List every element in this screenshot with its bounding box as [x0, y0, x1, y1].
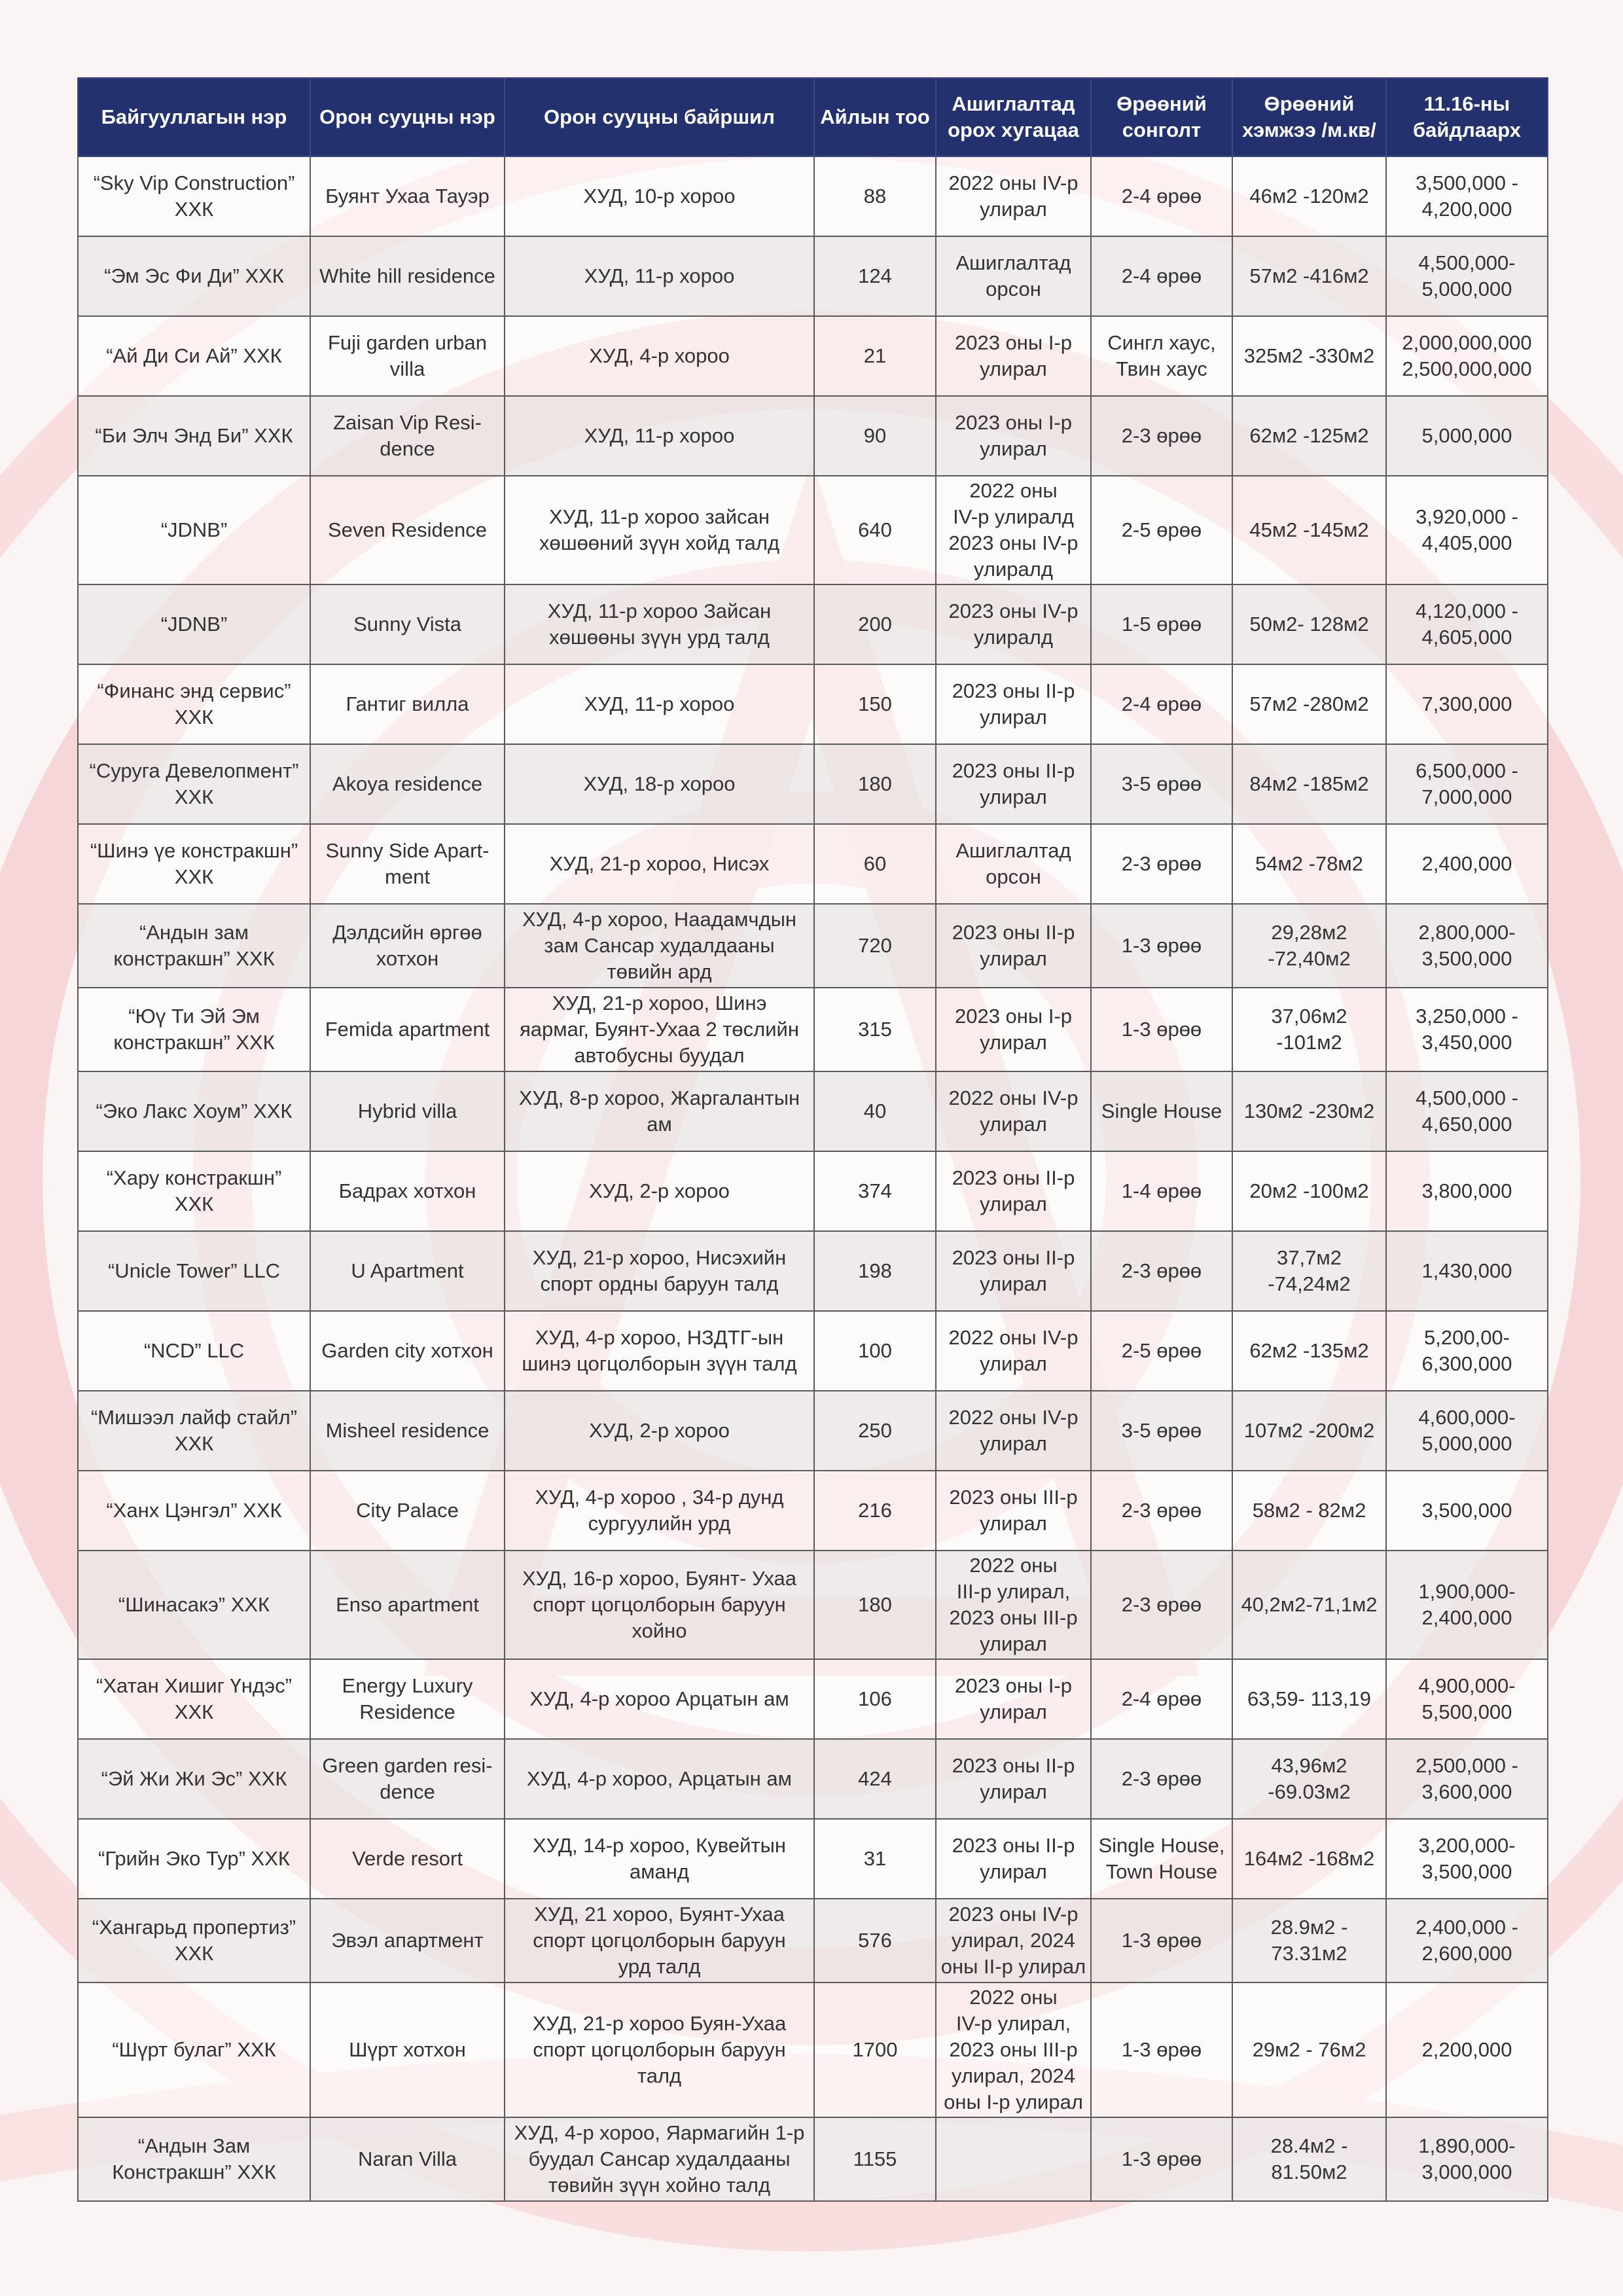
cell-completion-date: 2023 оны I-р улирал: [936, 1659, 1091, 1739]
table-row: [78, 1391, 1548, 1471]
cell-price: 3,200,000- 3,500,000: [1386, 1819, 1548, 1899]
cell-price: 3,920,000 - 4,405,000: [1386, 476, 1548, 584]
cell-unit-count: 250: [814, 1391, 936, 1471]
cell-price: 2,200,000: [1386, 1982, 1548, 2117]
cell-company-name: “Эм Эс Фи Ди” ХХК: [78, 236, 310, 316]
table-row: [78, 1151, 1548, 1231]
cell-location: ХУД, 11-р хороо: [505, 664, 814, 744]
cell-unit-count: 315: [814, 988, 936, 1071]
header-room-options: Өрөөний сонголт: [1091, 78, 1232, 156]
cell-location: ХУД, 11-р хороо: [505, 236, 814, 316]
cell-location: ХУД, 21-р хороо, Нисэхийн спорт ордны баруун талд: [505, 1231, 814, 1311]
table-row: [78, 664, 1548, 744]
cell-room-options: 2-5 өрөө: [1091, 476, 1232, 584]
cell-unit-count: 31: [814, 1819, 936, 1899]
cell-unit-count: 106: [814, 1659, 936, 1739]
cell-unit-count: 198: [814, 1231, 936, 1311]
table-row: [78, 904, 1548, 988]
cell-apartment-name: Enso apartment: [310, 1551, 505, 1659]
cell-location: ХУД, 4-р хороо, НЗДТГ-ын шинэ цогцолборын зүүн талд: [505, 1311, 814, 1391]
cell-completion-date: 2022 оны IV-р улирал: [936, 1071, 1091, 1151]
cell-completion-date: 2022 оны IV-р улиралд 2023 оны IV-р улиралд: [936, 476, 1091, 584]
cell-room-options: 1-3 өрөө: [1091, 2117, 1232, 2201]
cell-company-name: “Unicle Tower” LLC: [78, 1231, 310, 1311]
cell-unit-count: 150: [814, 664, 936, 744]
cell-room-options: 1-3 өрөө: [1091, 1899, 1232, 1982]
table-row: [78, 2117, 1548, 2201]
cell-company-name: “Шинэ үе констракшн” ХХК: [78, 824, 310, 904]
header-company-name: Байгууллагын нэр: [78, 78, 310, 156]
table-row: [78, 236, 1548, 316]
cell-unit-count: 180: [814, 744, 936, 824]
cell-location: ХУД, 21-р хороо Буян-Ухаа спорт цогцолборын баруун талд: [505, 1982, 814, 2117]
table-body: [78, 156, 1548, 2201]
housing-table: [77, 77, 1548, 2202]
cell-location: ХУД, 11-р хороо Зайсан хөшөөны зүүн урд талд: [505, 584, 814, 664]
table-row: [78, 1819, 1548, 1899]
cell-room-options: 2-4 өрөө: [1091, 156, 1232, 236]
cell-price: 5,000,000: [1386, 396, 1548, 476]
cell-company-name: “Хангарьд пропертиз” ХХК: [78, 1899, 310, 1982]
cell-completion-date: 2023 оны II-р улирал: [936, 744, 1091, 824]
cell-room-size: 107м2 -200м2: [1232, 1391, 1386, 1471]
cell-location: ХУД, 4-р хороо , 34-р дунд сургуулийн урд: [505, 1471, 814, 1551]
cell-location: ХУД, 16-р хороо, Буянт- Ухаа спорт цогцолборын баруун хойно: [505, 1551, 814, 1659]
cell-unit-count: 374: [814, 1151, 936, 1231]
cell-room-options: 2-3 өрөө: [1091, 396, 1232, 476]
cell-company-name: “Финанс энд сервис” ХХК: [78, 664, 310, 744]
table-row: [78, 584, 1548, 664]
header-room-size: Өрөөний хэмжээ /м.кв/: [1232, 78, 1386, 156]
table-row: [78, 824, 1548, 904]
cell-company-name: “Грийн Эко Тур” ХХК: [78, 1819, 310, 1899]
cell-price: 1,890,000- 3,000,000: [1386, 2117, 1548, 2201]
cell-location: ХУД, 2-р хороо: [505, 1151, 814, 1231]
cell-completion-date: Ашиглалтад орсон: [936, 236, 1091, 316]
header-location: Орон сууцны байршил: [505, 78, 814, 156]
cell-room-options: 3-5 өрөө: [1091, 744, 1232, 824]
cell-room-options: 1-5 өрөө: [1091, 584, 1232, 664]
cell-price: 2,500,000 - 3,600,000: [1386, 1739, 1548, 1819]
table-row: [78, 1071, 1548, 1151]
cell-completion-date: Ашиглалтад орсон: [936, 824, 1091, 904]
cell-room-options: 2-3 өрөө: [1091, 1231, 1232, 1311]
cell-apartment-name: Verde resort: [310, 1819, 505, 1899]
header-price: 11.16-ны байдлаарх: [1386, 78, 1548, 156]
cell-apartment-name: Эвэл апартмент: [310, 1899, 505, 1982]
cell-completion-date: 2023 оны IV-р улирал, 2024 оны II-р улирал: [936, 1899, 1091, 1982]
cell-completion-date: 2023 оны II-р улирал: [936, 1739, 1091, 1819]
cell-completion-date: 2023 оны I-р улирал: [936, 316, 1091, 396]
cell-apartment-name: Naran Villa: [310, 2117, 505, 2201]
cell-unit-count: 60: [814, 824, 936, 904]
cell-room-size: 20м2 -100м2: [1232, 1151, 1386, 1231]
cell-room-options: 1-3 өрөө: [1091, 1982, 1232, 2117]
table-row: [78, 1899, 1548, 1982]
table-row: [78, 1739, 1548, 1819]
header-completion-date: Ашиглалтад орох хугацаа: [936, 78, 1091, 156]
cell-company-name: “Андын Зам Констракшн” ХХК: [78, 2117, 310, 2201]
table-row: [78, 1471, 1548, 1551]
cell-completion-date: 2023 оны II-р улирал: [936, 1819, 1091, 1899]
cell-price: 2,400,000: [1386, 824, 1548, 904]
cell-room-size: 325м2 -330м2: [1232, 316, 1386, 396]
table-row: [78, 316, 1548, 396]
cell-company-name: “JDNB”: [78, 584, 310, 664]
table-row: [78, 476, 1548, 584]
cell-apartment-name: Sunny Side Apart- ment: [310, 824, 505, 904]
cell-unit-count: 1155: [814, 2117, 936, 2201]
cell-apartment-name: Misheel residence: [310, 1391, 505, 1471]
cell-location: ХУД, 2-р хороо: [505, 1391, 814, 1471]
cell-unit-count: 180: [814, 1551, 936, 1659]
cell-price: 3,500,000 - 4,200,000: [1386, 156, 1548, 236]
cell-company-name: “Эко Лакс Хоум” ХХК: [78, 1071, 310, 1151]
cell-company-name: “Мишээл лайф стайл” ХХК: [78, 1391, 310, 1471]
cell-price: 2,400,000 - 2,600,000: [1386, 1899, 1548, 1982]
cell-company-name: “Шүрт булаг” ХХК: [78, 1982, 310, 2117]
cell-room-size: 37,06м2 -101м2: [1232, 988, 1386, 1071]
cell-apartment-name: Energy Luxury Residence: [310, 1659, 505, 1739]
cell-apartment-name: White hill residence: [310, 236, 505, 316]
table-row: [78, 1982, 1548, 2117]
cell-apartment-name: Green garden resi- dence: [310, 1739, 505, 1819]
cell-room-size: 37,7м2 -74,24м2: [1232, 1231, 1386, 1311]
table-header: [78, 78, 1548, 156]
cell-company-name: “NCD” LLC: [78, 1311, 310, 1391]
cell-room-size: 164м2 -168м2: [1232, 1819, 1386, 1899]
cell-completion-date: 2022 оны IV-р улирал: [936, 1391, 1091, 1471]
cell-room-options: 2-3 өрөө: [1091, 824, 1232, 904]
cell-room-size: 63,59- 113,19: [1232, 1659, 1386, 1739]
header-row: [78, 78, 1548, 156]
housing-table-container: [77, 77, 1547, 2202]
cell-completion-date: 2023 оны III-р улирал: [936, 1471, 1091, 1551]
cell-location: ХУД, 11-р хороо: [505, 396, 814, 476]
cell-price: 1,430,000: [1386, 1231, 1548, 1311]
cell-room-size: 43,96м2 -69.03м2: [1232, 1739, 1386, 1819]
cell-room-options: 1-3 өрөө: [1091, 904, 1232, 988]
cell-room-size: 84м2 -185м2: [1232, 744, 1386, 824]
cell-room-size: 57м2 -280м2: [1232, 664, 1386, 744]
cell-location: ХУД, 4-р хороо: [505, 316, 814, 396]
cell-apartment-name: Garden city хотхон: [310, 1311, 505, 1391]
cell-completion-date: 2022 оны IV-р улирал: [936, 156, 1091, 236]
cell-completion-date: 2023 оны II-р улирал: [936, 664, 1091, 744]
cell-room-size: 57м2 -416м2: [1232, 236, 1386, 316]
cell-location: ХУД, 10-р хороо: [505, 156, 814, 236]
cell-price: 3,800,000: [1386, 1151, 1548, 1231]
cell-room-options: 2-3 өрөө: [1091, 1471, 1232, 1551]
cell-apartment-name: U Apartment: [310, 1231, 505, 1311]
cell-price: 4,600,000- 5,000,000: [1386, 1391, 1548, 1471]
cell-room-size: 29м2 - 76м2: [1232, 1982, 1386, 2117]
cell-price: 4,900,000- 5,500,000: [1386, 1659, 1548, 1739]
cell-price: 6,500,000 - 7,000,000: [1386, 744, 1548, 824]
cell-room-size: 54м2 -78м2: [1232, 824, 1386, 904]
table-row: [78, 988, 1548, 1071]
cell-company-name: “Ай Ди Си Ай” ХХК: [78, 316, 310, 396]
cell-price: 3,250,000 - 3,450,000: [1386, 988, 1548, 1071]
cell-unit-count: 21: [814, 316, 936, 396]
cell-price: 1,900,000- 2,400,000: [1386, 1551, 1548, 1659]
cell-room-size: 62м2 -125м2: [1232, 396, 1386, 476]
cell-location: ХУД, 18-р хороо: [505, 744, 814, 824]
cell-room-size: 46м2 -120м2: [1232, 156, 1386, 236]
header-unit-count: Айлын тоо: [814, 78, 936, 156]
cell-location: ХУД, 21-р хороо, Шинэ яармаг, Буянт-Ухаа 2 төслийн автобусны буудал: [505, 988, 814, 1071]
cell-location: ХУД, 8-р хороо, Жаргалантын ам: [505, 1071, 814, 1151]
cell-unit-count: 720: [814, 904, 936, 988]
cell-room-size: 130м2 -230м2: [1232, 1071, 1386, 1151]
cell-price: 3,500,000: [1386, 1471, 1548, 1551]
cell-location: ХУД, 21 хороо, Буянт-Ухаа спорт цогцолборын баруун урд талд: [505, 1899, 814, 1982]
cell-room-options: 2-5 өрөө: [1091, 1311, 1232, 1391]
cell-company-name: “JDNB”: [78, 476, 310, 584]
cell-completion-date: 2023 оны II-р улирал: [936, 904, 1091, 988]
cell-apartment-name: Femida apartment: [310, 988, 505, 1071]
cell-apartment-name: Буянт Ухаа Тауэр: [310, 156, 505, 236]
cell-unit-count: 424: [814, 1739, 936, 1819]
table-row: [78, 744, 1548, 824]
cell-company-name: “Юү Ти Эй Эм констракшн” ХХК: [78, 988, 310, 1071]
cell-unit-count: 576: [814, 1899, 936, 1982]
cell-completion-date: 2022 оны IV-р улирал, 2023 оны III-р улирал, 2024 оны I-р улирал: [936, 1982, 1091, 2117]
cell-price: 4,500,000- 5,000,000: [1386, 236, 1548, 316]
cell-company-name: “Андын зам констракшн” ХХК: [78, 904, 310, 988]
cell-company-name: “Суруга Девелопмент” ХХК: [78, 744, 310, 824]
cell-price: 7,300,000: [1386, 664, 1548, 744]
table-row: [78, 1311, 1548, 1391]
cell-apartment-name: Бадрах хотхон: [310, 1151, 505, 1231]
cell-location: ХУД, 11-р хороо зайсан хөшөөний зүүн хойд талд: [505, 476, 814, 584]
cell-apartment-name: City Palace: [310, 1471, 505, 1551]
cell-price: 2,000,000,000 2,500,000,000: [1386, 316, 1548, 396]
cell-room-size: 29,28м2 -72,40м2: [1232, 904, 1386, 988]
cell-apartment-name: Zaisan Vip Resi- dence: [310, 396, 505, 476]
cell-apartment-name: Akoya residence: [310, 744, 505, 824]
cell-unit-count: 124: [814, 236, 936, 316]
cell-room-size: 40,2м2-71,1м2: [1232, 1551, 1386, 1659]
cell-unit-count: 216: [814, 1471, 936, 1551]
cell-location: ХУД, 21-р хороо, Нисэх: [505, 824, 814, 904]
cell-room-options: 2-3 өрөө: [1091, 1739, 1232, 1819]
header-apartment-name: Орон сууцны нэр: [310, 78, 505, 156]
cell-unit-count: 1700: [814, 1982, 936, 2117]
cell-room-options: 2-4 өрөө: [1091, 664, 1232, 744]
table-row: [78, 1551, 1548, 1659]
cell-apartment-name: Шүрт хотхон: [310, 1982, 505, 2117]
cell-location: ХУД, 4-р хороо, Арцатын ам: [505, 1739, 814, 1819]
cell-room-size: 28.4м2 - 81.50м2: [1232, 2117, 1386, 2201]
cell-room-size: 58м2 - 82м2: [1232, 1471, 1386, 1551]
cell-company-name: “Хатан Хишиг Үндэс” ХХК: [78, 1659, 310, 1739]
cell-room-options: Сингл хаус, Твин хаус: [1091, 316, 1232, 396]
cell-price: 4,120,000 - 4,605,000: [1386, 584, 1548, 664]
cell-apartment-name: Гантиг вилла: [310, 664, 505, 744]
cell-completion-date: 2023 оны I-р улирал: [936, 396, 1091, 476]
cell-completion-date: 2023 оны I-р улирал: [936, 988, 1091, 1071]
cell-location: ХУД, 4-р хороо, Яармагийн 1-р буудал Сансар худалдааны төвийн зүүн хойно талд: [505, 2117, 814, 2201]
cell-room-options: Single House, Town House: [1091, 1819, 1232, 1899]
cell-location: ХУД, 4-р хороо Арцатын ам: [505, 1659, 814, 1739]
cell-location: ХУД, 14-р хороо, Кувейтын аманд: [505, 1819, 814, 1899]
cell-price: 2,800,000- 3,500,000: [1386, 904, 1548, 988]
cell-company-name: “Ханх Цэнгэл” ХХК: [78, 1471, 310, 1551]
table-row: [78, 396, 1548, 476]
cell-room-options: 3-5 өрөө: [1091, 1391, 1232, 1471]
cell-price: 5,200,00- 6,300,000: [1386, 1311, 1548, 1391]
cell-completion-date: 2022 оны III-р улирал, 2023 оны III-р улирал: [936, 1551, 1091, 1659]
cell-location: ХУД, 4-р хороо, Наадамчдын зам Сансар худалдааны төвийн ард: [505, 904, 814, 988]
cell-room-size: 50м2- 128м2: [1232, 584, 1386, 664]
cell-unit-count: 200: [814, 584, 936, 664]
cell-room-size: 45м2 -145м2: [1232, 476, 1386, 584]
cell-company-name: “Эй Жи Жи Эс” ХХК: [78, 1739, 310, 1819]
table-row: [78, 1659, 1548, 1739]
cell-room-options: 2-4 өрөө: [1091, 1659, 1232, 1739]
cell-unit-count: 640: [814, 476, 936, 584]
cell-completion-date: 2023 оны II-р улирал: [936, 1151, 1091, 1231]
cell-completion-date: 2023 оны IV-р улиралд: [936, 584, 1091, 664]
cell-room-options: 1-3 өрөө: [1091, 988, 1232, 1071]
cell-room-size: 28.9м2 - 73.31м2: [1232, 1899, 1386, 1982]
cell-room-options: 1-4 өрөө: [1091, 1151, 1232, 1231]
cell-apartment-name: Seven Residence: [310, 476, 505, 584]
cell-apartment-name: Дэлдсийн өргөө хотхон: [310, 904, 505, 988]
cell-company-name: “Хару констракшн” ХХК: [78, 1151, 310, 1231]
cell-room-size: 62м2 -135м2: [1232, 1311, 1386, 1391]
cell-company-name: “Би Элч Энд Би” ХХК: [78, 396, 310, 476]
cell-company-name: “Шинасакэ” ХХК: [78, 1551, 310, 1659]
cell-apartment-name: Hybrid villa: [310, 1071, 505, 1151]
table-row: [78, 156, 1548, 236]
cell-room-options: Single House: [1091, 1071, 1232, 1151]
table-row: [78, 1231, 1548, 1311]
cell-unit-count: 40: [814, 1071, 936, 1151]
cell-completion-date: [936, 2117, 1091, 2201]
cell-room-options: 2-3 өрөө: [1091, 1551, 1232, 1659]
cell-apartment-name: Fuji garden urban villa: [310, 316, 505, 396]
cell-completion-date: 2022 оны IV-р улирал: [936, 1311, 1091, 1391]
cell-completion-date: 2023 оны II-р улирал: [936, 1231, 1091, 1311]
cell-unit-count: 88: [814, 156, 936, 236]
cell-room-options: 2-4 өрөө: [1091, 236, 1232, 316]
cell-unit-count: 100: [814, 1311, 936, 1391]
cell-price: 4,500,000 - 4,650,000: [1386, 1071, 1548, 1151]
cell-company-name: “Sky Vip Construction” ХХК: [78, 156, 310, 236]
cell-unit-count: 90: [814, 396, 936, 476]
cell-apartment-name: Sunny Vista: [310, 584, 505, 664]
